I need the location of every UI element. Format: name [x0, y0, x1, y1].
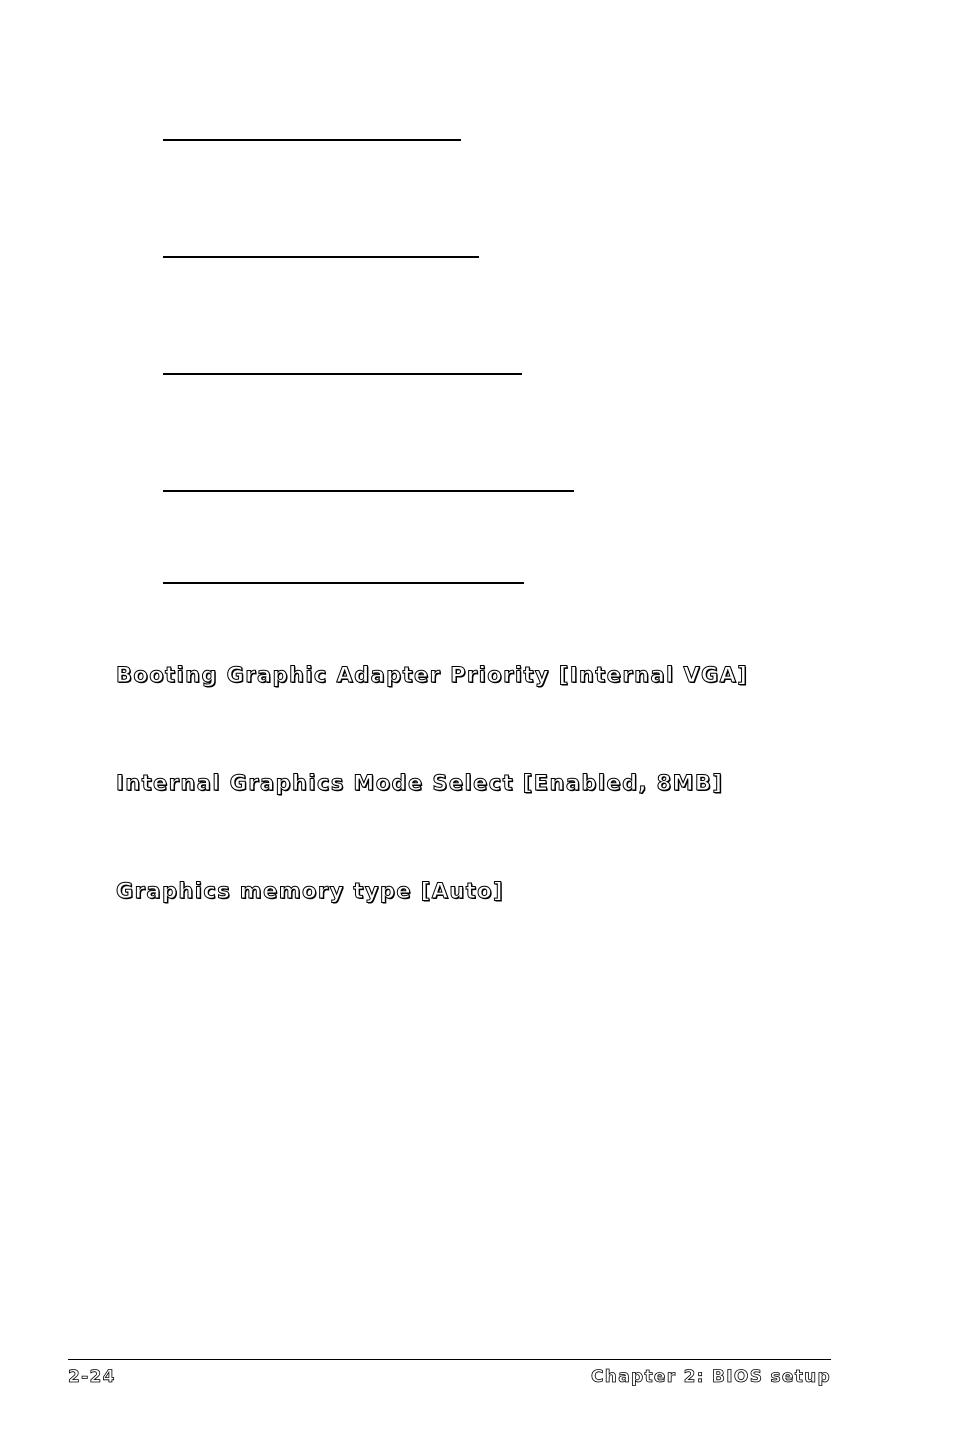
horizontal-rule — [163, 582, 524, 584]
horizontal-rule — [163, 490, 574, 492]
horizontal-rule — [163, 373, 522, 375]
horizontal-rule — [163, 256, 479, 258]
setting-heading-booting-graphic-adapter-priority: Booting Graphic Adapter Priority [Internal VGA] — [116, 663, 749, 687]
page-number: 2-24 — [68, 1367, 116, 1387]
setting-heading-graphics-memory-type: Graphics memory type [Auto] — [116, 879, 504, 903]
chapter-title: Chapter 2: BIOS setup — [591, 1367, 831, 1387]
setting-heading-internal-graphics-mode-select: Internal Graphics Mode Select [Enabled, 8MB] — [116, 771, 724, 795]
footer-divider — [68, 1359, 831, 1360]
horizontal-rule — [163, 139, 461, 141]
